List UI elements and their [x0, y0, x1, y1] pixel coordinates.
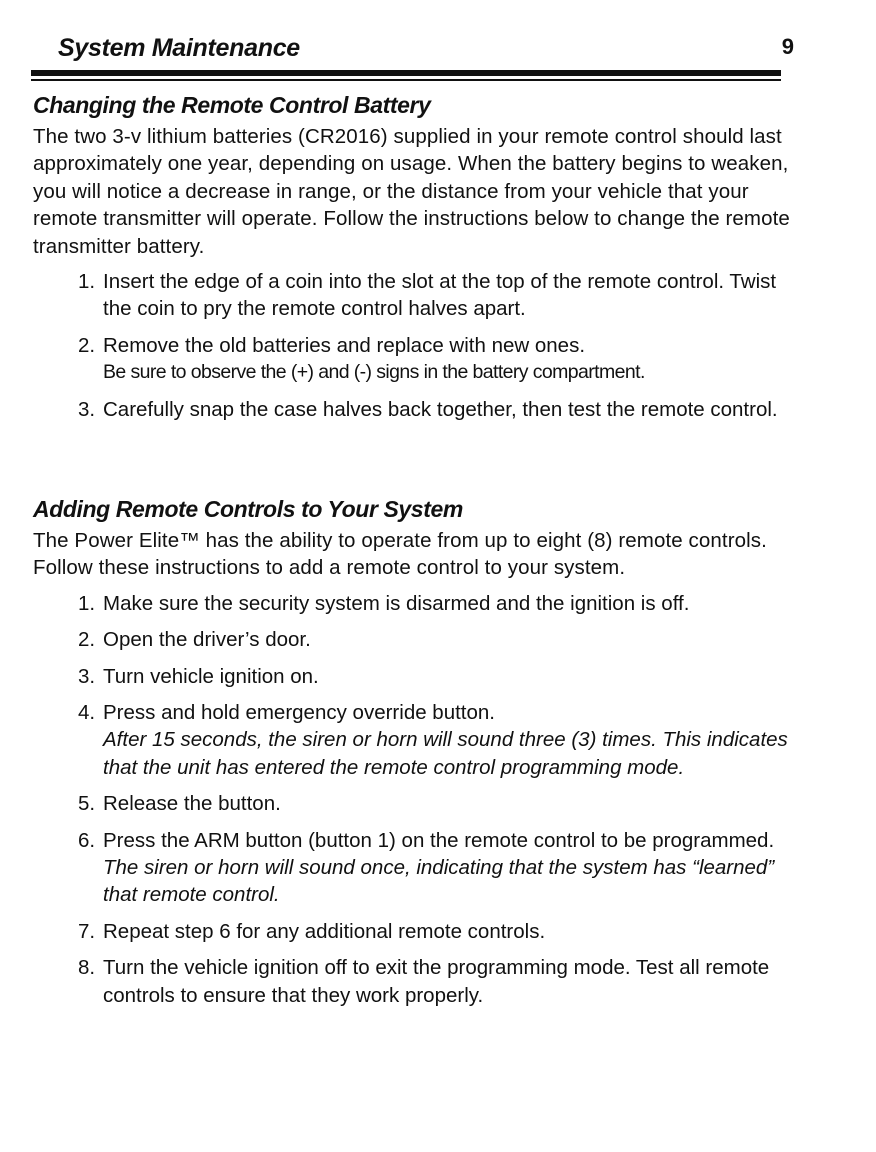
- list-item: [33, 918, 793, 945]
- list-item: [33, 827, 793, 909]
- list-item: [33, 954, 793, 1009]
- step-text: Turn vehicle ignition on.: [103, 664, 319, 688]
- add-remote-steps: [33, 590, 793, 1009]
- page-header: [58, 32, 794, 68]
- step-note: The siren or horn will sound once, indicating that the system has “learned” that remote control.: [103, 856, 775, 907]
- step-number: 7.: [78, 919, 96, 943]
- list-item: [33, 396, 793, 423]
- page-title: System Maintenance: [58, 34, 300, 62]
- step-number: 1.: [78, 270, 96, 294]
- step-text: Press the ARM button (button 1) on the remote control to be programmed.: [103, 828, 775, 852]
- step-number: 3.: [78, 664, 96, 688]
- step-text: Turn the vehicle ignition off to exit the programming mode. Test all remote controls to ensure that they work properly.: [103, 956, 770, 1007]
- step-number: 3.: [78, 397, 96, 421]
- header-rule-thin: [31, 79, 781, 81]
- step-note: After 15 seconds, the siren or horn will sound three (3) times. This indicates that the unit has entered the remote control programming mode.: [103, 728, 788, 779]
- step-text: Release the button.: [103, 792, 281, 816]
- list-item: [33, 626, 793, 653]
- step-number: 2.: [78, 333, 96, 357]
- battery-steps: [33, 268, 793, 423]
- step-text: Press and hold emergency override button.: [103, 701, 496, 725]
- step-text: Insert the edge of a coin into the slot at the top of the remote control. Twist the coin to pry the remote control halves apart.: [103, 270, 777, 321]
- step-text: Make sure the security system is disarmed and the ignition is off.: [103, 591, 690, 615]
- step-note: Be sure to observe the (+) and (-) signs in the battery compartment.: [103, 361, 645, 384]
- step-number: 1.: [78, 591, 96, 615]
- list-item: [33, 790, 793, 817]
- list-item: [33, 663, 793, 690]
- step-text: Repeat step 6 for any additional remote controls.: [103, 919, 546, 943]
- step-number: 5.: [78, 792, 96, 816]
- step-number: 6.: [78, 828, 96, 852]
- list-item: [33, 699, 793, 781]
- section-heading-add-remote: Adding Remote Controls to Your System: [33, 496, 463, 522]
- add-remote-section: [33, 493, 793, 1018]
- step-text: Open the driver’s door.: [103, 628, 311, 652]
- header-rule-thick: [31, 70, 781, 76]
- battery-section: [33, 89, 793, 432]
- step-text: Carefully snap the case halves back together, then test the remote control.: [103, 397, 778, 421]
- step-text: Remove the old batteries and replace with new ones.: [103, 333, 586, 357]
- step-number: 2.: [78, 628, 96, 652]
- list-item: [33, 590, 793, 617]
- step-number: 8.: [78, 956, 96, 980]
- add-remote-intro: The Power Elite™ has the ability to operate from up to eight (8) remote controls. Follow these instructions to add a remote control to your system.: [33, 529, 767, 580]
- step-number: 4.: [78, 701, 96, 725]
- list-item: [33, 268, 793, 323]
- list-item: [33, 332, 793, 387]
- battery-intro: The two 3-v lithium batteries (CR2016) supplied in your remote control should last approximately one year, depending on usage. When the battery begins to weaken, you will notice a decrease in range, or the distance from your vehicle that your remote transmitter will operate. Follow the instructions below to change the remote transmitter battery.: [33, 125, 790, 258]
- page-number: 9: [781, 34, 794, 59]
- section-heading-battery: Changing the Remote Control Battery: [33, 92, 431, 118]
